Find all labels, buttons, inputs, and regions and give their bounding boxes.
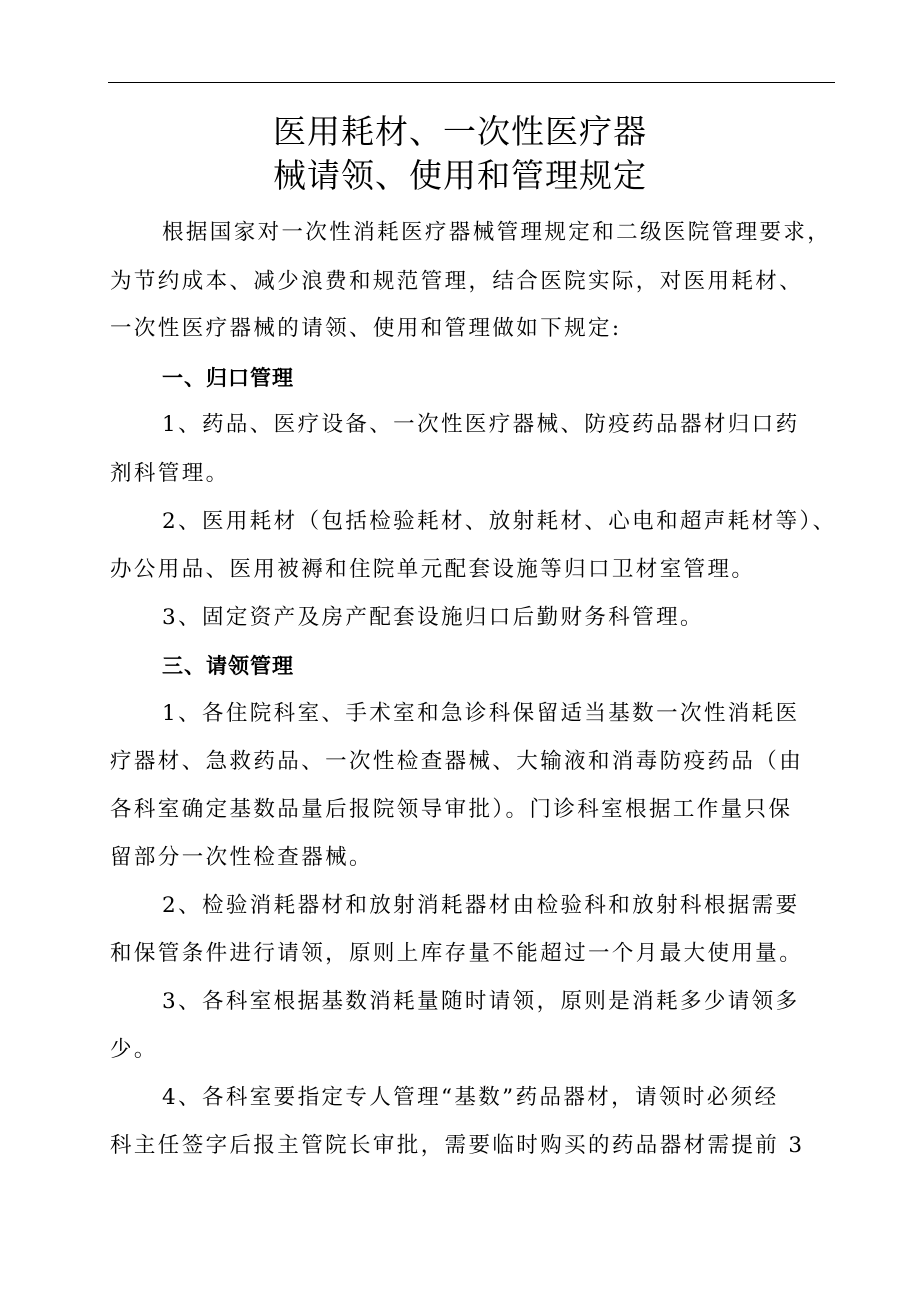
paragraph-line: 3、各科室根据基数消耗量随时请领，原则是消耗多少请领多 xyxy=(162,989,800,1014)
paragraph-line: 办公用品、医用被褥和住院单元配套设施等归口卫材室管理。 xyxy=(110,557,756,582)
intro-paragraph-line: 为节约成本、减少浪费和规范管理，结合医院实际，对医用耗材、 xyxy=(110,269,804,294)
document-title-line-1: 医用耗材、一次性医疗器 xyxy=(273,112,647,151)
section-heading-centralized-management: 一、归口管理 xyxy=(162,366,294,390)
paragraph-line: 剂科管理。 xyxy=(110,461,230,486)
paragraph-line: 疗器材、急救药品、一次性检查器械、大输液和消毒防疫药品（由 xyxy=(110,749,804,774)
paragraph-line: 1、药品、医疗设备、一次性医疗器械、防疫药品器材归口药 xyxy=(162,412,800,437)
section-heading-requisition-management: 三、请领管理 xyxy=(162,654,294,678)
document-title-line-2: 械请领、使用和管理规定 xyxy=(273,156,647,195)
paragraph-line: 留部分一次性检查器械。 xyxy=(110,845,373,870)
paragraph-line: 4、各科室要指定专人管理“基数”药品器材，请领时必须经 xyxy=(162,1085,779,1110)
paragraph-line: 和保管条件进行请领，原则上库存量不能超过一个月最大使用量。 xyxy=(110,941,804,966)
paragraph-line: 2、检验消耗器材和放射消耗器材由检验科和放射科根据需要 xyxy=(162,893,800,918)
intro-paragraph-line: 一次性医疗器械的请领、使用和管理做如下规定: xyxy=(110,316,622,341)
paragraph-line: 各科室确定基数品量后报院领导审批）。门诊科室根据工作量只保 xyxy=(110,797,793,822)
paragraph-line: 少。 xyxy=(110,1037,158,1062)
paragraph-line: 科主任签字后报主管院长审批，需要临时购买的药品器材需提前 3 xyxy=(110,1133,805,1158)
paragraph-line: 3、固定资产及房产配套设施归口后勤财务科管理。 xyxy=(162,605,704,630)
intro-paragraph-line: 根据国家对一次性消耗医疗器械管理规定和二级医院管理要求， xyxy=(162,220,832,245)
paragraph-line: 2、医用耗材（包括检验耗材、放射耗材、心电和超声耗材等）、 xyxy=(162,509,837,534)
paragraph-line: 1、各住院科室、手术室和急诊科保留适当基数一次性消耗医 xyxy=(162,701,800,726)
header-rule xyxy=(108,82,835,83)
